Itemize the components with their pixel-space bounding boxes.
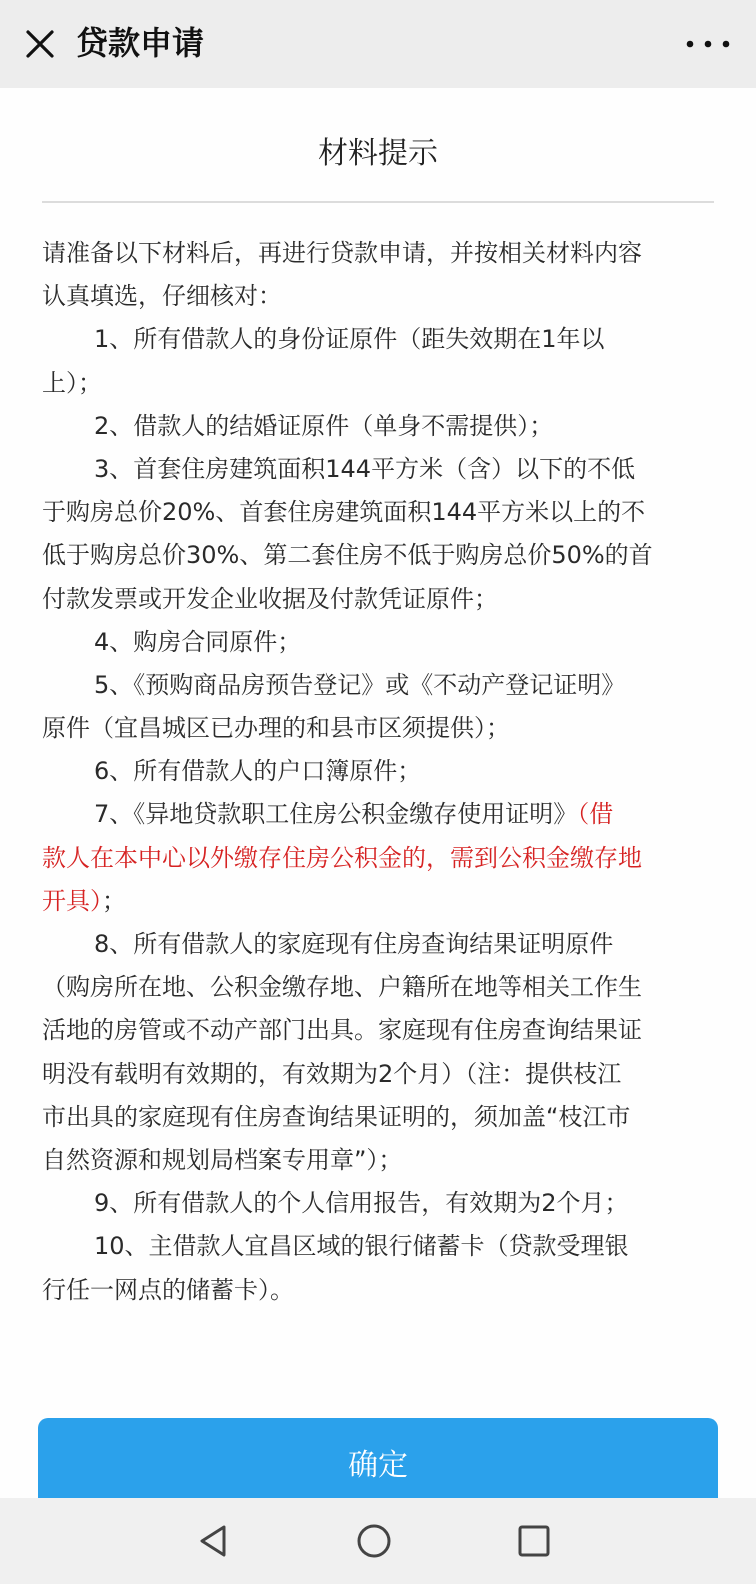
nav-back-button[interactable] [192, 1519, 236, 1563]
title-bar [0, 0, 756, 88]
divider [42, 201, 714, 203]
item-7-note: 开具） [42, 886, 102, 915]
close-icon [16, 20, 64, 68]
confirm-button[interactable]: 确定 [38, 1418, 718, 1518]
intro-line: 请准备以下材料后，再进行贷款申请，并按相关材料内容 [42, 239, 642, 267]
item-3-line: 付款发票或开发企业收据及付款凭证原件； [42, 584, 498, 613]
item-7-line [42, 793, 714, 836]
more-button[interactable] [676, 22, 740, 66]
content-area [0, 88, 756, 1498]
close-button[interactable] [16, 20, 64, 68]
page-title: 贷款申请 [76, 24, 205, 62]
item-8-line: 市出具的家庭现有住房查询结果证明的，须加盖“枝江市 [42, 1102, 631, 1131]
item-7-note-line: 款人在本中心以外缴存住房公积金的，需到公积金缴存地 [42, 843, 642, 872]
nav-home-button[interactable] [352, 1519, 396, 1563]
recents-square-icon [512, 1519, 556, 1563]
item-8-line: 明没有载明有效期的，有效期为2个月）（注：提供枝江 [42, 1059, 622, 1088]
nav-recents-button[interactable] [512, 1519, 556, 1563]
item-10-line: 10、主借款人宜昌区域的银行储蓄卡（贷款受理银 [94, 1232, 629, 1261]
item-3-line: 3、首套住房建筑面积144平方米（含）以下的不低 [94, 454, 636, 483]
materials-text [42, 232, 714, 1312]
item-7-text: 7、《异地贷款职工住房公积金缴存使用证明》 [94, 800, 578, 829]
item-1-line: 1、所有借款人的身份证原件（距失效期在1年以 [94, 325, 605, 354]
system-nav-bar [0, 1498, 756, 1584]
home-circle-icon [352, 1519, 396, 1563]
item-7-text: ； [102, 886, 126, 915]
item-8-line: 8、所有借款人的家庭现有住房查询结果证明原件 [94, 930, 614, 958]
item-5-line: 5、《预购商品房预告登记》或《不动产登记证明》 [94, 670, 626, 699]
intro-line: 认真填选，仔细核对： [42, 282, 282, 311]
section-title: 材料提示 [318, 136, 438, 171]
back-triangle-icon [192, 1519, 236, 1563]
item-4-line: 4、购房合同原件； [94, 627, 302, 656]
item-6-line: 6、所有借款人的户口簿原件； [94, 757, 422, 786]
more-icon [676, 22, 740, 66]
item-3-line: 低于购房总价30%、第二套住房不低于购房总价50%的首 [42, 541, 653, 570]
item-9-line: 9、所有借款人的个人信用报告，有效期为2个月； [94, 1189, 629, 1218]
item-8-line: （购房所在地、公积金缴存地、户籍所在地等相关工作生 [42, 973, 642, 1002]
item-8-line: 自然资源和规划局档案专用章”）； [42, 1145, 403, 1174]
item-7-note: （借 [577, 800, 614, 829]
item-10-line: 行任一网点的储蓄卡）。 [42, 1275, 294, 1304]
item-5-line: 原件（宜昌城区已办理的和县市区须提供）； [42, 714, 510, 743]
item-3-line: 于购房总价20%、首套住房建筑面积144平方米以上的不 [42, 498, 646, 527]
item-8-line: 活地的房管或不动产部门出具。家庭现有住房查询结果证 [42, 1016, 642, 1045]
item-1-line: 上）； [42, 368, 102, 397]
item-7-line [42, 880, 714, 923]
item-2-line: 2、借款人的结婚证原件（单身不需提供）； [94, 411, 554, 440]
